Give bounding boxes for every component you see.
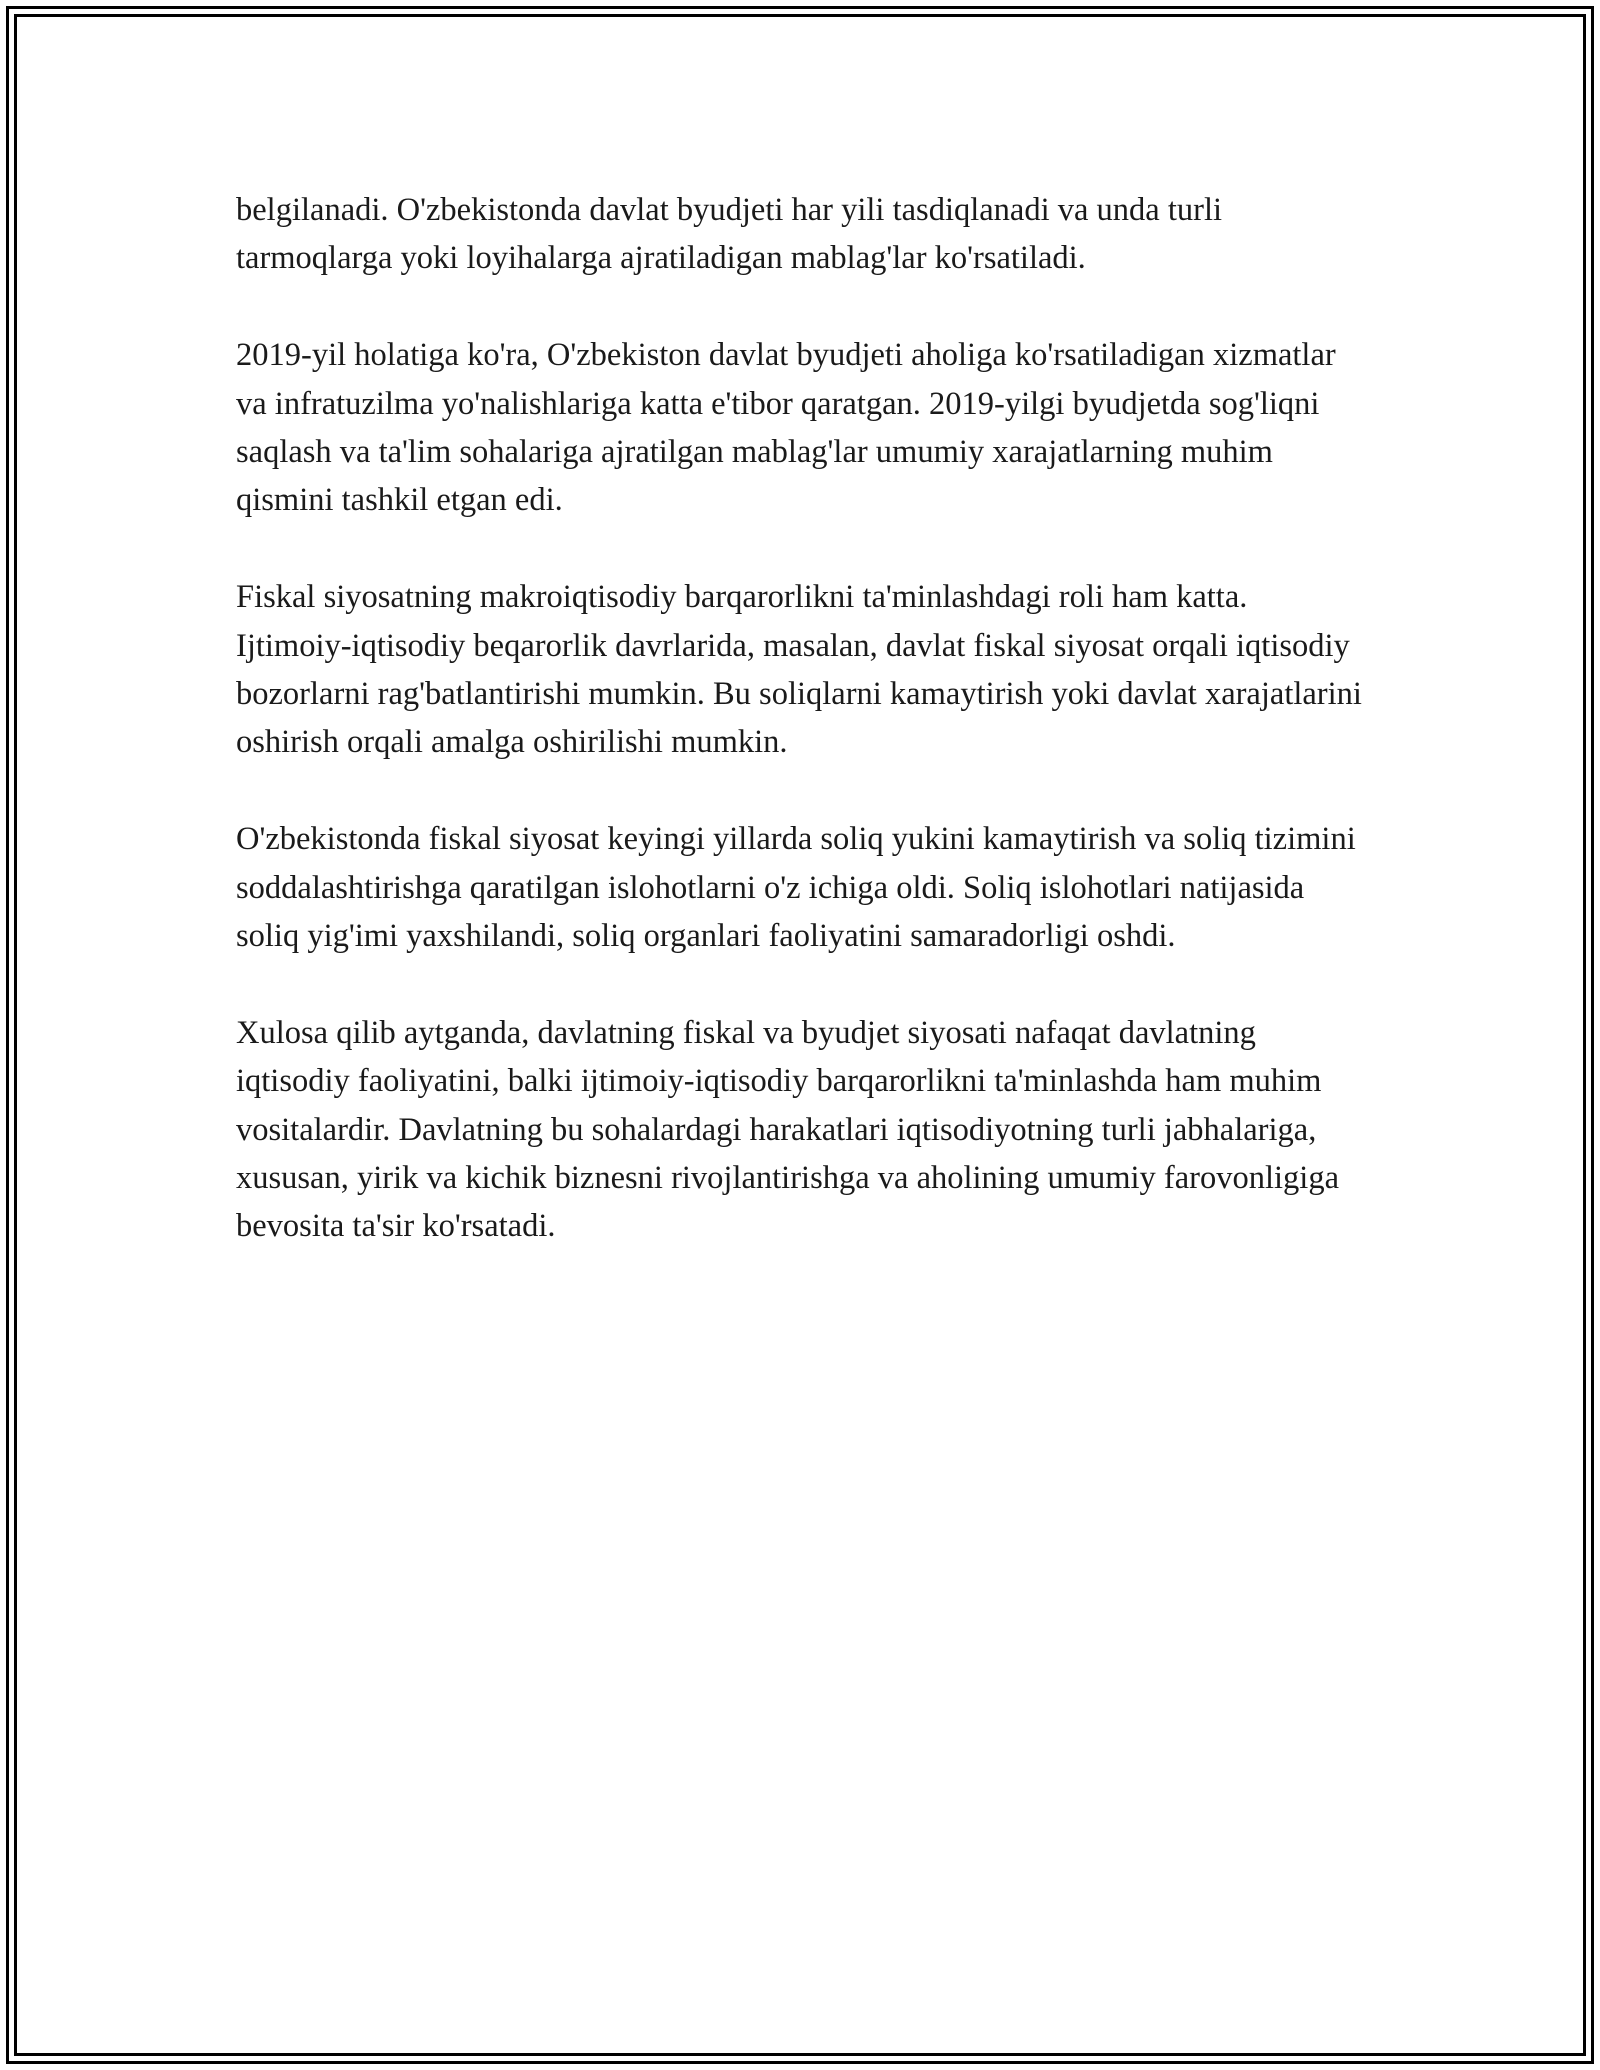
paragraph-2: 2019-yil holatiga ko'ra, O'zbekiston davlat byudjeti aholiga ko'rsatiladigan xizmatlar va infratuzilma yo'nalishlariga katta e'tibor qaratgan. 2019-yilgi byudjetda sog'liqni saqlash va ta'lim sohalariga ajratilgan mablag'lar umumiy xarajatlarning muhim qismini tashkil etgan edi. [236,337,1336,519]
document-body [236,186,1366,1251]
paragraph-4: O'zbekistonda fiskal siyosat keyingi yillarda soliq yukini kamaytirish va soliq tizimini soddalashtirishga qaratilgan islohotlarni o'z ichiga oldi. Soliq islohotlari natijasida soliq yig'imi yaxshilandi, soliq organlari faoliyatini samaradorligi oshdi. [236,821,1356,955]
paragraph-3: Fiskal siyosatning makroiqtisodiy barqarorlikni ta'minlashdagi roli ham katta. Ijtimoiy-iqtisodiy beqarorlik davrlarida, masalan, davlat fiskal siyosat orqali iqtisodiy bozorlarni rag'batlantirishi mumkin. Bu soliqlarni kamaytirish yoki davlat xarajatlarini oshirish orqali amalga oshirilishi mumkin. [236,579,1362,761]
paragraph-1: belgilanadi. O'zbekistonda davlat byudjeti har yili tasdiqlanadi va unda turli tarmoqlarga yoki loyihalarga ajratiladigan mablag'lar ko'rsatiladi. [236,192,1223,277]
paragraph-5: Xulosa qilib aytganda, davlatning fiskal va byudjet siyosati nafaqat davlatning iqtisodiy faoliyatini, balki ijtimoiy-iqtisodiy barqarorlikni ta'minlashda ham muhim vositalardir. Davlatning bu sohalardagi harakatlari iqtisodiyotning turli jabhalariga, xususan, yirik va kichik biznesni rivojlantirishga va aholining umumiy farovonligiga bevosita ta'sir ko'rsatadi. [236,1014,1340,1245]
